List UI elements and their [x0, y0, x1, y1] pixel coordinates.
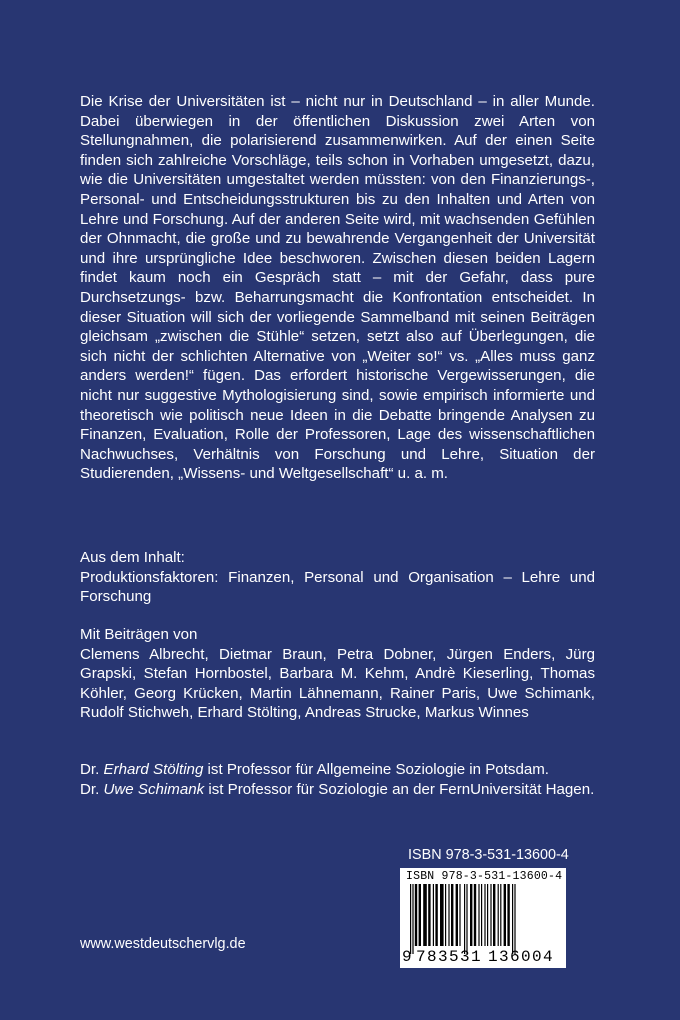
contributors-heading: Mit Beiträgen von	[80, 626, 198, 643]
barcode-bar	[490, 884, 491, 946]
barcode-bar	[493, 884, 495, 946]
barcode-bar	[412, 884, 413, 954]
author-name: Erhard Stölting	[103, 761, 204, 778]
contributors-section	[80, 625, 595, 723]
barcode-bar	[512, 884, 513, 954]
author-title: Dr.	[80, 780, 100, 798]
barcode	[400, 868, 566, 968]
contents-heading: Aus dem Inhalt:	[80, 549, 185, 566]
barcode-digit-first: 9	[402, 948, 412, 966]
barcode-bar	[507, 884, 509, 946]
barcode-bar	[487, 884, 488, 946]
blurb-text: Die Krise der Universitäten ist – nicht nur in Deutschland – in aller Munde. Dabei überwiegen in der öffentlichen Diskussion zwei Arten von Stellungnahmen, die polarisierend zusammenwirken. Auf der einen Seite finden sich zahlreiche Vorschläge, teils schon in Vorhaben umgesetzt, dazu, wie die Universitäten umgestaltet werden müssten: von den Finanzierungs-, Personal- und Entscheidungsstrukturen bis zu den Inhalten und Arten von Lehre und Forschung. Auf der anderen Seite wird, mit wachsenden Gefühlen der Ohnmacht, die große und zu bewahrende Vergangenheit der Universität und ihre ursprüngliche Idee beschworen. Zwischen diesen beiden Lagern findet kaum noch ein Gespräch statt – mit der Gefahr, dass pure Durchsetzungs- bzw. Beharrungsmacht die Konfrontation entscheidet. In dieser Situation will sich der vorliegende Sammelband mit seinen Beiträgen gleichsam „zwischen die Stühle“ setzen, setzt also auf Überlegungen, die sich nicht der schlichten Alternative von „Weiter so!“ vs. „Alles muss ganz anders werden!“ fügen. Das erfordert historische Vergewisserungen, die nicht nur suggestive Mythologisierung sind, sowie empirisch informierte und theoretisch wie politisch neue Ideen in die Debatte bringende Analysen zu Finanzen, Evaluation, Rolle der Professoren, Lage des wissenschaftlichen Nachwuchses, Verhältnis von Forschung und Lehre, Situation der Studierenden, „Wissens- und Weltgesellschaft“ u. a. m.	[80, 93, 595, 483]
barcode-bar	[500, 884, 501, 946]
barcode-bar	[440, 884, 444, 946]
contributors-list: Clemens Albrecht, Dietmar Braun, Petra Dobner, Jürgen Enders, Jürg Grapski, Stefan Hornbostel, Barbara M. Kehm, Andrè Kieserling, Thomas Köhler, Georg Krücken, Martin Lähnemann, Rainer Paris, Uwe Schimank, Rudolf Stichweh, Erhard Stölting, Andreas Strucke, Markus Winnes	[80, 645, 595, 722]
barcode-bar	[504, 884, 506, 946]
contents-section	[80, 548, 595, 607]
barcode-bar	[498, 884, 499, 946]
author-title: Dr.	[80, 761, 100, 778]
barcode-bar	[451, 884, 453, 946]
barcode-bar	[474, 884, 476, 946]
barcode-bar	[484, 884, 485, 946]
barcode-bar	[478, 884, 479, 946]
barcode-isbn-text: ISBN 978-3-531-13600-4	[406, 870, 563, 883]
barcode-bar	[435, 884, 437, 946]
barcode-bar	[459, 884, 460, 946]
barcode-bar	[445, 884, 446, 946]
barcode-bar	[481, 884, 482, 946]
author-name: Uwe Schimank	[103, 780, 205, 798]
author-bio-1	[80, 760, 595, 780]
author-description: ist Professor für Allgemeine Soziologie in Potsdam.	[207, 761, 549, 778]
barcode-bar	[448, 884, 449, 946]
barcode-bars	[408, 884, 558, 954]
barcode-bar	[410, 884, 411, 954]
barcode-bar	[514, 884, 515, 954]
isbn-label: ISBN 978-3-531-13600-4	[408, 847, 569, 863]
barcode-bar	[423, 884, 427, 946]
barcode-bar	[456, 884, 458, 946]
barcode-digits-left: 783531	[416, 948, 483, 966]
barcode-bar	[415, 884, 417, 946]
author-bios	[80, 760, 595, 799]
barcode-bar	[470, 884, 472, 946]
contents-body: Produktionsfaktoren: Finanzen, Personal und Organisation – Lehre und Forschung	[80, 568, 595, 606]
publisher-website: www.westdeutschervlg.de	[80, 936, 246, 952]
author-bio-2	[80, 780, 595, 800]
barcode-bar	[433, 884, 434, 946]
barcode-bar	[464, 884, 465, 954]
barcode-bar	[466, 884, 467, 954]
barcode-digits-right: 136004	[488, 948, 555, 966]
barcode-bar	[428, 884, 430, 946]
barcode-bar	[419, 884, 421, 946]
author-description: ist Professor für Soziologie an der FernUniversität Hagen.	[208, 780, 595, 798]
